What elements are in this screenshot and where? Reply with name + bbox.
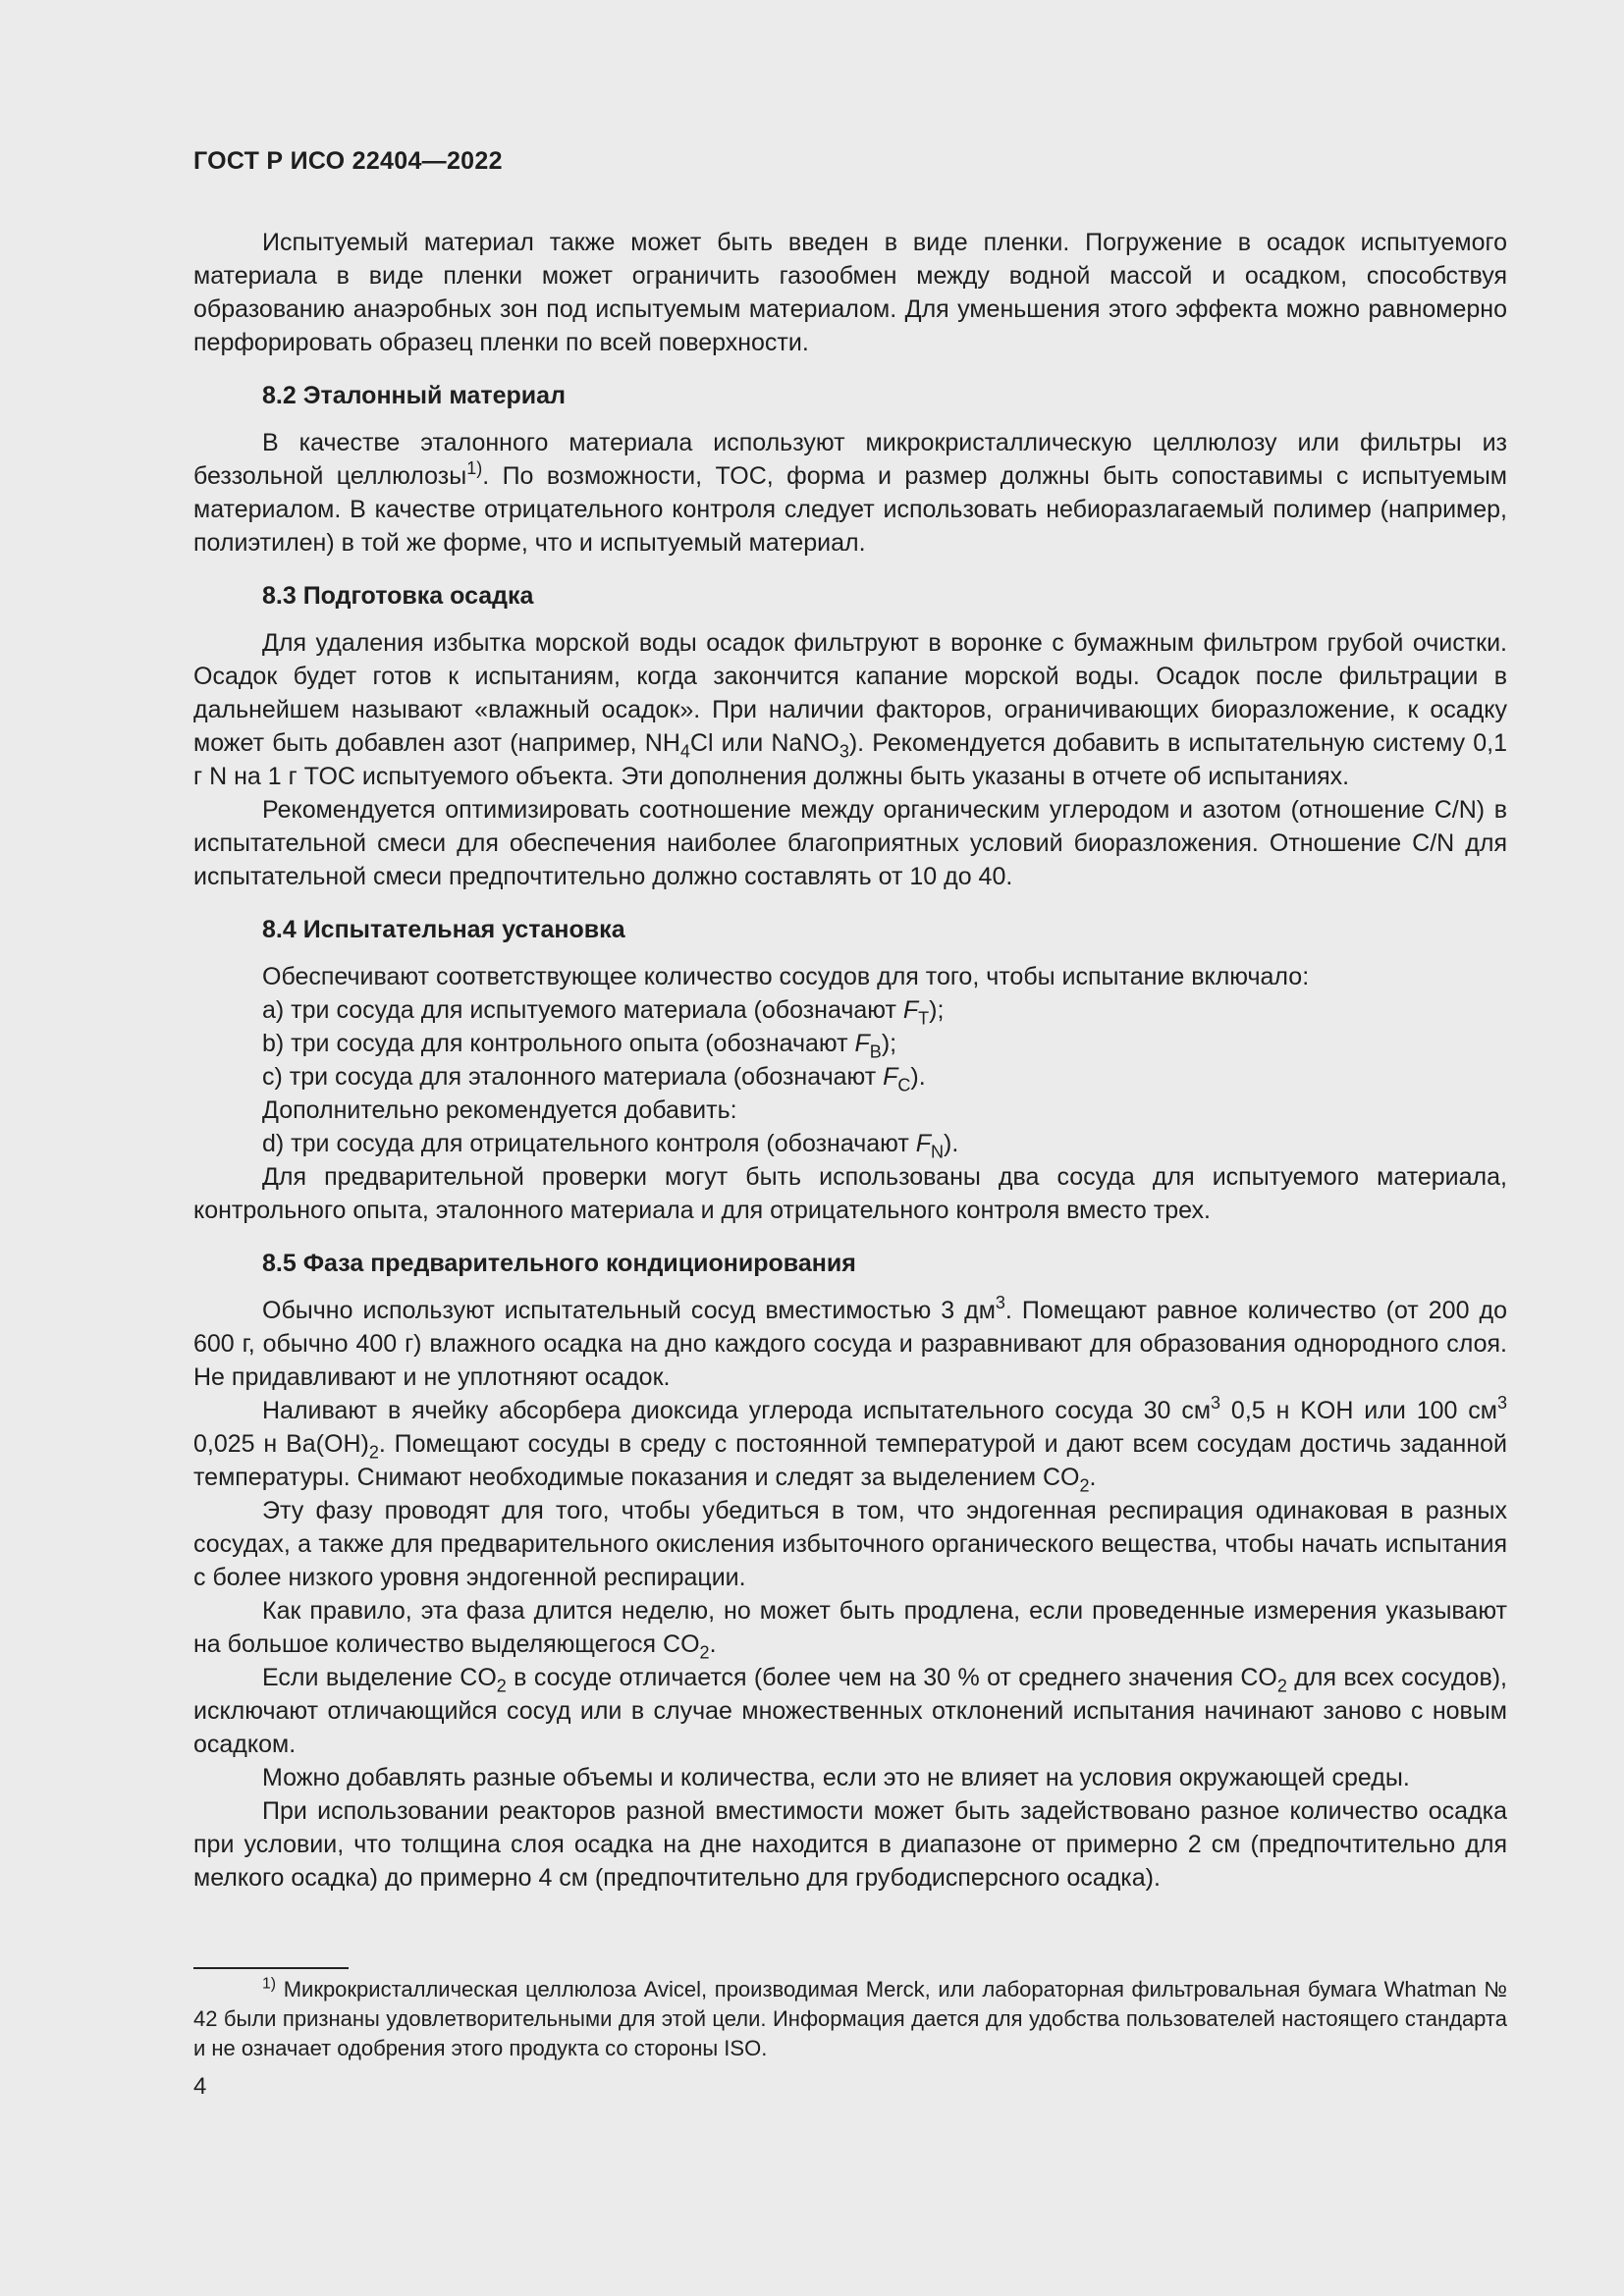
footnote bbox=[193, 1975, 1507, 2063]
document-header: ГОСТ Р ИСО 22404—2022 bbox=[193, 147, 503, 175]
section-8-2-title: 8.2 Эталонный материал bbox=[262, 382, 566, 409]
section-8-5-paragraph-7: При использовании реакторов разной вместимости может быть задействовано разное количество осадка при условии, что толщина слоя осадка на дне находится в диапазоне от примерно 2 см (предпочтительно для мелкого осадка) до примерно 4 см (предпочтительно для грубодисперсного осадка). bbox=[193, 1797, 1507, 1892]
section-8-5-paragraph-5: Если выделение $CO_2$ в сосуде отличается (более чем на 30 % от среднего значения $CO_2$ для всех сосудов), исключают отличающийся сосуд или в случае множественных отклонений испытания начинают заново с новым осадком. bbox=[193, 1664, 1507, 1758]
section-8-5-paragraph-2: Наливают в ячейку абсорбера диоксида углерода испытательного сосуда 30 $см^3$ 0,5 н KOH или 100 $см^3$ 0,025 н $Ba(OH)_2$. Помещают сосуды в среду с постоянной температурой и дают всем сосудам достичь заданной температуры. Снимают необходимые показания и следят за выделением $CO_2$. bbox=[193, 1393, 1508, 1496]
section-8-5-paragraph-6: Можно добавлять разные объемы и количества, если это не влияет на условия окружающей среды. bbox=[262, 1764, 1410, 1791]
page-number: 4 bbox=[193, 2073, 207, 2100]
section-8-3-title: 8.3 Подготовка осадка bbox=[262, 582, 534, 610]
section-8-2-paragraph: В качестве эталонного материала используют микрокристаллическую целлюлозу или фильтры из беззольной целлюлозы$^{1)}$. По возможности, TOC, форма и размер должны быть сопоставимы с испытуемым материалом. В качестве отрицательного контроля следует использовать небиоразлагаемый полимер (например, полиэтилен) в той же форме, что и испытуемый материал. bbox=[193, 429, 1507, 557]
section-8-4-extra: Дополнительно рекомендуется добавить: bbox=[262, 1096, 737, 1124]
intro-paragraph: Испытуемый материал также может быть введен в виде пленки. Погружение в осадок испытуемого материала в виде пленки может ограничить газообмен между водной массой и осадком, способствуя образованию анаэробных зон под испытуемым материалом. Для уменьшения этого эффекта можно равномерно перфорировать образец пленки по всей поверхности. bbox=[193, 229, 1507, 356]
footnote-text: $^{1)}$ Микрокристаллическая целлюлоза Avicel, производимая Merck, или лабораторная фильтровальная бумага Whatman № 42 были признаны удовлетворительными для этой цели. Информация дается для удобства пользователей настоящего стандарта и не означает одобрения этого продукта со стороны ISO. bbox=[193, 1975, 1507, 2060]
list-item-c: c) три сосуда для эталонного материала (обозначают $F_C$). bbox=[262, 1063, 926, 1095]
section-8-4-title: 8.4 Испытательная установка bbox=[262, 916, 625, 943]
footnote-divider bbox=[193, 1967, 349, 1969]
section-8-5-paragraph-4: Как правило, эта фаза длится неделю, но может быть продлена, если проведенные измерения указывают на большое количество выделяющегося $CO_2$. bbox=[193, 1597, 1507, 1663]
section-8-3-paragraph-1: Для удаления избытка морской воды осадок фильтруют в воронке с бумажным фильтром грубой очистки. Осадок будет готов к испытаниям, когда закончится капание морской воды. Осадок после фильтрации в дальнейшем называют «влажный осадок». При наличии факторов, ограничивающих биоразложение, к осадку может быть добавлен азот (например, $NH_4Cl$ или NaNO$_3$). Рекомендуется добавить в испытательную систему 0,1 г N на 1 г TOC испытуемого объекта. Эти дополнения должны быть указаны в отчете об испытаниях. bbox=[193, 629, 1507, 790]
footnote-mark: 1) bbox=[262, 1975, 277, 1993]
section-8-5-title: 8.5 Фаза предварительного кондиционирования bbox=[262, 1250, 856, 1277]
list-item-a: a) три сосуда для испытуемого материала (обозначают $F_T$); bbox=[262, 996, 945, 1029]
section-8-4-paragraph-last: Для предварительной проверки могут быть использованы два сосуда для испытуемого материала, контрольного опыта, эталонного материала и для отрицательного контроля вместо трех. bbox=[193, 1163, 1507, 1224]
footnote-ref: 1) bbox=[466, 458, 483, 479]
main-content bbox=[193, 226, 1507, 1895]
list-item-d: d) три сосуда для отрицательного контроля (обозначают $F_N$). bbox=[262, 1130, 959, 1162]
section-8-5-paragraph-1: Обычно используют испытательный сосуд вместимостью 3 $дм^3$. Помещают равное количество (от 200 до 600 г, обычно 400 г) влажного осадка на дно каждого сосуда и разравнивают для образования однородного слоя. Не придавливают и не уплотняют осадок. bbox=[193, 1293, 1507, 1391]
section-8-3-paragraph-2: Рекомендуется оптимизировать соотношение между органическим углеродом и азотом (отношение C/N) в испытательной смеси для обеспечения наиболее благоприятных условий биоразложения. Отношение C/N для испытательной смеси предпочтительно должно составлять от 10 до 40. bbox=[193, 796, 1507, 890]
list-item-b: b) три сосуда для контрольного опыта (обозначают $F_B$); bbox=[262, 1030, 897, 1062]
section-8-5-paragraph-3: Эту фазу проводят для того, чтобы убедиться в том, что эндогенная респирация одинаковая в разных сосудах, а также для предварительного окисления избыточного органического вещества, чтобы начать испытания с более низкого уровня эндогенной респирации. bbox=[193, 1497, 1507, 1591]
section-8-4-lead: Обеспечивают соответствующее количество сосудов для того, чтобы испытание включало: bbox=[262, 963, 1310, 990]
